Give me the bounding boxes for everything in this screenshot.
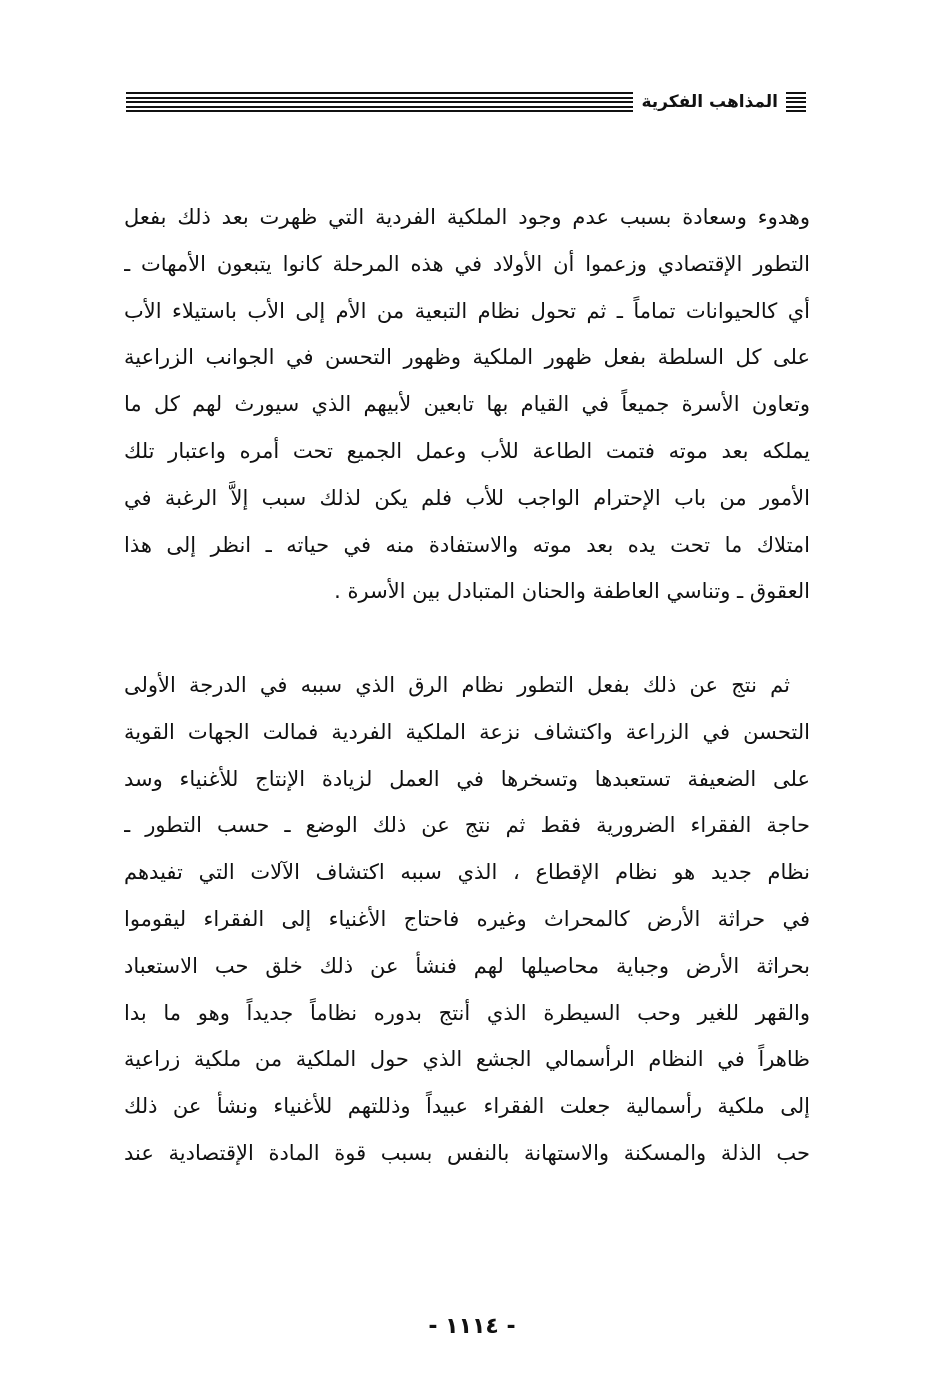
text-line: العقوق ـ وتناسي العاطفة والحنان المتبادل بين الأسرة . (334, 579, 810, 604)
page-number: - ١١١٤ - (428, 1314, 516, 1339)
paragraph-2 (124, 662, 810, 1177)
header-ornament-left (126, 92, 633, 112)
header-title: المذاهب الفكرية (641, 91, 778, 112)
text-line: والقهر للغير وحب السيطرة الذي أنتج بدوره نظاماً جديداً وهو ما بدا (124, 1000, 810, 1025)
paragraph-1 (124, 194, 810, 615)
text-line: ظاهراً في النظام الرأسمالي الجشع الذي حول الملكية من ملكية زراعية (124, 1047, 810, 1072)
header-ornament-right (786, 92, 806, 112)
text-line: حب الذلة والمسكنة والاستهانة بالنفس بسبب قوة المادة الإقتصادية عند (124, 1140, 810, 1165)
text-line: التحسن في الزراعة واكتشاف نزعة الملكية الفردية فمالت الجهات القوية (124, 719, 810, 744)
text-line: يملكه بعد موته فتمت الطاعة للأب وعمل الجميع تحت أمره واعتبار تلك (124, 438, 810, 463)
text-line: امتلاك ما تحت يده بعد موته والاستفادة منه في حياته ـ انظر إلى هذا (124, 532, 810, 557)
running-header (126, 88, 806, 116)
text-line: وهدوء وسعادة بسبب عدم وجود الملكية الفردية التي ظهرت بعد ذلك بفعل (124, 205, 810, 229)
text-line: وتعاون الأسرة جميعاً في القيام بها تابعين لأبيهم الذي سيورث لهم كل ما (124, 392, 810, 417)
text-line: أي كالحيوانات تماماً ـ ثم تحول نظام التبعية من الأم إلى الأب باستيلاء الأب (124, 298, 810, 323)
text-line: على كل السلطة بفعل ظهور الملكية وظهور التحسن في الجوانب الزراعية (124, 345, 810, 370)
text-line: في حراثة الأرض كالمحراث وغيره فاحتاج الأغنياء إلى الفقراء ليقوموا (124, 906, 810, 931)
text-line: نظام جديد هو نظام الإقطاع ، الذي سببه اكتشاف الآلات التي تفيدهم (124, 860, 810, 885)
text-line: الأمور من باب الإحترام الواجب للأب فلم يكن لذلك سبب إلاَّ الرغبة في (124, 485, 810, 510)
text-line: إلى ملكية رأسمالية جعلت الفقراء عبيداً وذللتهم للأغنياء ونشأ عن ذلك (124, 1094, 810, 1119)
text-line: ثم نتج عن ذلك بفعل التطور نظام الرق الذي سببه في الدرجة الأولى (124, 673, 790, 697)
text-line: التطور الإقتصادي وزعموا أن الأولاد في هذه المرحلة كانوا يتبعون الأمهات ـ (124, 251, 810, 276)
text-line: على الضعيفة تستعبدها وتسخرها في العمل لزيادة الإنتاج للأغنياء وسد (124, 766, 810, 791)
text-line: حاجة الفقراء الضرورية فقط ثم نتج عن ذلك الوضع ـ حسب التطور ـ (124, 813, 810, 838)
text-line: بحراثة الأرض وجباية محاصيلها لهم فنشأ عن ذلك خلق حب الاستعباد (124, 953, 810, 978)
